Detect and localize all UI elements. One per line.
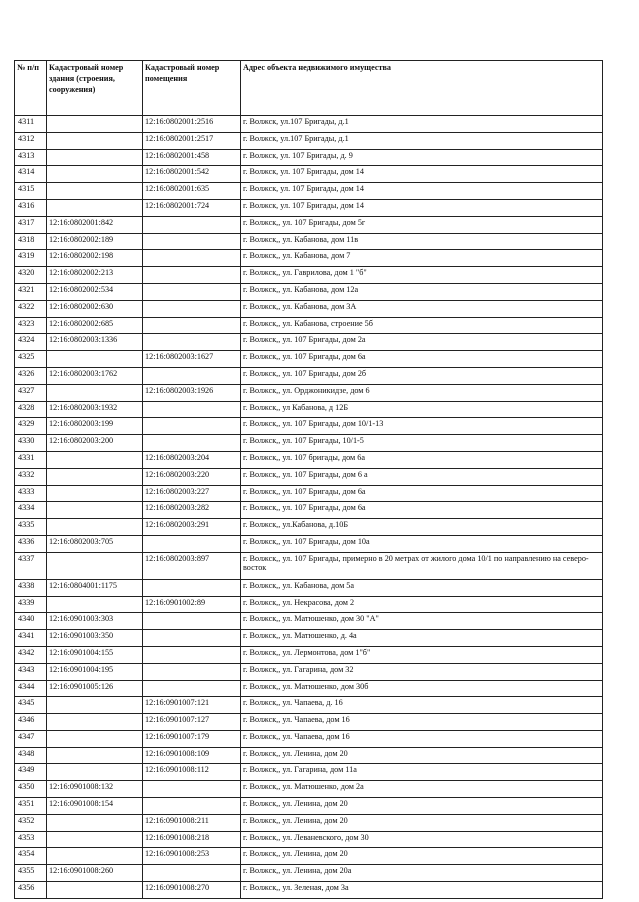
address-cell: г. Волжск,, ул. 107 Бригады, дом 10/1-13 bbox=[241, 418, 603, 435]
address-cell: г. Волжск,, ул. Ленина, дом 20 bbox=[241, 798, 603, 815]
table-row bbox=[15, 267, 603, 284]
row-number: 4354 bbox=[15, 848, 47, 865]
building-cadastral-cell bbox=[47, 764, 143, 781]
table-row bbox=[15, 351, 603, 368]
row-number: 4340 bbox=[15, 613, 47, 630]
address-cell: г. Волжск,, ул. Гаврилова, дом 1 "б" bbox=[241, 267, 603, 284]
row-number: 4330 bbox=[15, 435, 47, 452]
table-row bbox=[15, 535, 603, 552]
table-header bbox=[15, 61, 603, 116]
address-cell: г. Волжск,, ул. 107 Бригады, дом 6а bbox=[241, 502, 603, 519]
row-number: 4337 bbox=[15, 552, 47, 579]
premises-cadastral-cell bbox=[143, 798, 241, 815]
building-cadastral-cell: 12:16:0802003:200 bbox=[47, 435, 143, 452]
premises-cadastral-cell: 12:16:0802001:542 bbox=[143, 166, 241, 183]
building-cadastral-cell: 12:16:0802002:213 bbox=[47, 267, 143, 284]
building-cadastral-cell: 12:16:0901003:350 bbox=[47, 630, 143, 647]
row-number: 4327 bbox=[15, 384, 47, 401]
row-number: 4318 bbox=[15, 233, 47, 250]
building-cadastral-cell: 12:16:0802003:1336 bbox=[47, 334, 143, 351]
building-cadastral-cell bbox=[47, 714, 143, 731]
premises-cadastral-cell: 12:16:0802003:1926 bbox=[143, 384, 241, 401]
building-cadastral-cell: 12:16:0802003:1932 bbox=[47, 401, 143, 418]
building-cadastral-cell: 12:16:0802001:842 bbox=[47, 216, 143, 233]
premises-cadastral-cell bbox=[143, 401, 241, 418]
row-number: 4353 bbox=[15, 831, 47, 848]
table-row bbox=[15, 596, 603, 613]
table-row bbox=[15, 730, 603, 747]
premises-cadastral-cell bbox=[143, 334, 241, 351]
row-number: 4331 bbox=[15, 451, 47, 468]
premises-cadastral-cell: 12:16:0802003:897 bbox=[143, 552, 241, 579]
premises-cadastral-cell bbox=[143, 613, 241, 630]
row-number: 4319 bbox=[15, 250, 47, 267]
premises-cadastral-cell bbox=[143, 367, 241, 384]
row-number: 4325 bbox=[15, 351, 47, 368]
building-cadastral-cell bbox=[47, 351, 143, 368]
address-cell: г. Волжск,, ул. 107 Бригады, дом 6 а bbox=[241, 468, 603, 485]
premises-cadastral-cell: 12:16:0802001:635 bbox=[143, 183, 241, 200]
building-cadastral-cell: 12:16:0901004:195 bbox=[47, 663, 143, 680]
address-cell: г. Волжск,, ул Кабанова, д 12Б bbox=[241, 401, 603, 418]
table-row bbox=[15, 579, 603, 596]
address-cell: г. Волжск,, ул. Кабанова, дом 5а bbox=[241, 579, 603, 596]
premises-cadastral-cell bbox=[143, 579, 241, 596]
address-cell: г. Волжск,, ул. Матюшенко, дом 30 "А" bbox=[241, 613, 603, 630]
address-cell: г. Волжск,, ул. Кабанова, строение 5б bbox=[241, 317, 603, 334]
building-cadastral-cell bbox=[47, 831, 143, 848]
building-cadastral-cell bbox=[47, 116, 143, 133]
header-num: № п/п bbox=[15, 61, 47, 116]
row-number: 4346 bbox=[15, 714, 47, 731]
address-cell: г. Волжск,, ул. Матюшенко, дом 2а bbox=[241, 781, 603, 798]
address-cell: г. Волжск, ул. 107 Бригады, д. 9 bbox=[241, 149, 603, 166]
address-cell: г. Волжск,, ул. Гагарина, дом 32 bbox=[241, 663, 603, 680]
address-cell: г. Волжск, ул.107 Бригады, д.1 bbox=[241, 132, 603, 149]
table-row bbox=[15, 798, 603, 815]
address-cell: г. Волжск,, ул. 107 Бригады, дом 10а bbox=[241, 535, 603, 552]
building-cadastral-cell: 12:16:0901004:155 bbox=[47, 646, 143, 663]
table-row bbox=[15, 680, 603, 697]
row-number: 4312 bbox=[15, 132, 47, 149]
table-row bbox=[15, 183, 603, 200]
table-row bbox=[15, 613, 603, 630]
building-cadastral-cell bbox=[47, 552, 143, 579]
row-number: 4328 bbox=[15, 401, 47, 418]
address-cell: г. Волжск,, ул. Лермонтова, дом 1"б" bbox=[241, 646, 603, 663]
row-number: 4333 bbox=[15, 485, 47, 502]
building-cadastral-cell bbox=[47, 882, 143, 899]
address-cell: г. Волжск,, ул. Кабанова, дом 7 bbox=[241, 250, 603, 267]
row-number: 4347 bbox=[15, 730, 47, 747]
building-cadastral-cell: 12:16:0802002:189 bbox=[47, 233, 143, 250]
table-row bbox=[15, 714, 603, 731]
address-cell: г. Волжск,, ул. Ленина, дом 20а bbox=[241, 865, 603, 882]
row-number: 4332 bbox=[15, 468, 47, 485]
premises-cadastral-cell bbox=[143, 250, 241, 267]
premises-cadastral-cell bbox=[143, 216, 241, 233]
building-cadastral-cell: 12:16:0802003:705 bbox=[47, 535, 143, 552]
address-cell: г. Волжск, ул. 107 Бригады, дом 14 bbox=[241, 166, 603, 183]
building-cadastral-cell: 12:16:0901008:154 bbox=[47, 798, 143, 815]
premises-cadastral-cell: 12:16:0802003:291 bbox=[143, 519, 241, 536]
building-cadastral-cell: 12:16:0901008:132 bbox=[47, 781, 143, 798]
table-row bbox=[15, 468, 603, 485]
premises-cadastral-cell: 12:16:0802001:724 bbox=[143, 199, 241, 216]
building-cadastral-cell bbox=[47, 502, 143, 519]
building-cadastral-cell: 12:16:0802002:685 bbox=[47, 317, 143, 334]
row-number: 4349 bbox=[15, 764, 47, 781]
row-number: 4321 bbox=[15, 283, 47, 300]
address-cell: г. Волжск,, ул. 107 Бригады, дом 6а bbox=[241, 351, 603, 368]
building-cadastral-cell: 12:16:0901008:260 bbox=[47, 865, 143, 882]
address-cell: г. Волжск,, ул. 107 Бригады, примерно в 20 метрах от жилого дома 10/1 по направлению на северо-восток bbox=[241, 552, 603, 579]
row-number: 4352 bbox=[15, 814, 47, 831]
table-row bbox=[15, 646, 603, 663]
row-number: 4344 bbox=[15, 680, 47, 697]
address-cell: г. Волжск, ул. 107 Бригады, дом 14 bbox=[241, 183, 603, 200]
premises-cadastral-cell: 12:16:0901008:211 bbox=[143, 814, 241, 831]
table-row bbox=[15, 519, 603, 536]
address-cell: г. Волжск,, ул. Ленина, дом 20 bbox=[241, 814, 603, 831]
premises-cadastral-cell bbox=[143, 300, 241, 317]
row-number: 4341 bbox=[15, 630, 47, 647]
table-row bbox=[15, 781, 603, 798]
row-number: 4336 bbox=[15, 535, 47, 552]
premises-cadastral-cell: 12:16:0802001:2517 bbox=[143, 132, 241, 149]
address-cell: г. Волжск,, ул. 107 Бригады, дом 6а bbox=[241, 485, 603, 502]
building-cadastral-cell bbox=[47, 199, 143, 216]
premises-cadastral-cell: 12:16:0802003:282 bbox=[143, 502, 241, 519]
address-cell: г. Волжск,, ул. Ленина, дом 20 bbox=[241, 848, 603, 865]
premises-cadastral-cell: 12:16:0901008:109 bbox=[143, 747, 241, 764]
building-cadastral-cell bbox=[47, 697, 143, 714]
building-cadastral-cell bbox=[47, 814, 143, 831]
table-row bbox=[15, 149, 603, 166]
address-cell: г. Волжск,, ул. Орджоникидзе, дом 6 bbox=[241, 384, 603, 401]
address-cell: г. Волжск,, ул. Некрасова, дом 2 bbox=[241, 596, 603, 613]
premises-cadastral-cell bbox=[143, 680, 241, 697]
address-cell: г. Волжск,, ул. Чапаева, дом 16 bbox=[241, 730, 603, 747]
table-row bbox=[15, 199, 603, 216]
header-row bbox=[15, 61, 603, 116]
building-cadastral-cell bbox=[47, 485, 143, 502]
building-cadastral-cell bbox=[47, 183, 143, 200]
premises-cadastral-cell: 12:16:0802003:227 bbox=[143, 485, 241, 502]
address-cell: г. Волжск,, ул. Чапаева, д. 16 bbox=[241, 697, 603, 714]
building-cadastral-cell bbox=[47, 149, 143, 166]
table-row bbox=[15, 451, 603, 468]
table-row bbox=[15, 848, 603, 865]
table-row bbox=[15, 116, 603, 133]
address-cell: г. Волжск, ул.107 Бригады, д.1 bbox=[241, 116, 603, 133]
table-row bbox=[15, 216, 603, 233]
building-cadastral-cell: 12:16:0802002:630 bbox=[47, 300, 143, 317]
address-cell: г. Волжск, ул. 107 Бригады, дом 14 bbox=[241, 199, 603, 216]
table-row bbox=[15, 663, 603, 680]
row-number: 4350 bbox=[15, 781, 47, 798]
row-number: 4326 bbox=[15, 367, 47, 384]
table-body bbox=[15, 116, 603, 899]
row-number: 4323 bbox=[15, 317, 47, 334]
row-number: 4335 bbox=[15, 519, 47, 536]
address-cell: г. Волжск,, ул. 107 бригады, дом 6а bbox=[241, 451, 603, 468]
premises-cadastral-cell: 12:16:0802001:2516 bbox=[143, 116, 241, 133]
row-number: 4334 bbox=[15, 502, 47, 519]
address-cell: г. Волжск,, ул. 107 Бригады, 10/1-5 bbox=[241, 435, 603, 452]
row-number: 4342 bbox=[15, 646, 47, 663]
table-row bbox=[15, 283, 603, 300]
row-number: 4317 bbox=[15, 216, 47, 233]
table-row bbox=[15, 630, 603, 647]
address-cell: г. Волжск,, ул.Кабанова, д.10Б bbox=[241, 519, 603, 536]
building-cadastral-cell: 12:16:0802002:534 bbox=[47, 283, 143, 300]
building-cadastral-cell: 12:16:0802002:198 bbox=[47, 250, 143, 267]
table-row bbox=[15, 300, 603, 317]
premises-cadastral-cell: 12:16:0901007:127 bbox=[143, 714, 241, 731]
row-number: 4348 bbox=[15, 747, 47, 764]
row-number: 4338 bbox=[15, 579, 47, 596]
table-row bbox=[15, 882, 603, 899]
row-number: 4345 bbox=[15, 697, 47, 714]
row-number: 4339 bbox=[15, 596, 47, 613]
address-cell: г. Волжск,, ул. Кабанова, дом 11в bbox=[241, 233, 603, 250]
table-row bbox=[15, 831, 603, 848]
table-row bbox=[15, 384, 603, 401]
row-number: 4316 bbox=[15, 199, 47, 216]
row-number: 4320 bbox=[15, 267, 47, 284]
table-row bbox=[15, 418, 603, 435]
address-cell: г. Волжск,, ул. Кабанова, дом 3А bbox=[241, 300, 603, 317]
table-row bbox=[15, 814, 603, 831]
table-row bbox=[15, 233, 603, 250]
premises-cadastral-cell bbox=[143, 781, 241, 798]
building-cadastral-cell bbox=[47, 730, 143, 747]
premises-cadastral-cell: 12:16:0901008:218 bbox=[143, 831, 241, 848]
premises-cadastral-cell: 12:16:0802003:204 bbox=[143, 451, 241, 468]
address-cell: г. Волжск,, ул. 107 Бригады, дом 5г bbox=[241, 216, 603, 233]
row-number: 4329 bbox=[15, 418, 47, 435]
address-cell: г. Волжск,, ул. Матюшенко, д. 4а bbox=[241, 630, 603, 647]
premises-cadastral-cell bbox=[143, 646, 241, 663]
building-cadastral-cell bbox=[47, 848, 143, 865]
header-building-cadastral: Кадастровый номер здания (строения, сооружения) bbox=[47, 61, 143, 116]
address-cell: г. Волжск,, ул. Ленина, дом 20 bbox=[241, 747, 603, 764]
address-cell: г. Волжск,, ул. 107 Бригады, дом 2а bbox=[241, 334, 603, 351]
table-row bbox=[15, 552, 603, 579]
premises-cadastral-cell bbox=[143, 267, 241, 284]
row-number: 4324 bbox=[15, 334, 47, 351]
document-page bbox=[14, 60, 603, 899]
building-cadastral-cell bbox=[47, 596, 143, 613]
premises-cadastral-cell bbox=[143, 663, 241, 680]
premises-cadastral-cell bbox=[143, 865, 241, 882]
premises-cadastral-cell bbox=[143, 435, 241, 452]
address-cell: г. Волжск,, ул. Матюшенко, дом 30б bbox=[241, 680, 603, 697]
address-cell: г. Волжск,, ул. 107 Бригады, дом 2б bbox=[241, 367, 603, 384]
address-cell: г. Волжск,, ул. Леваневского, дом 30 bbox=[241, 831, 603, 848]
premises-cadastral-cell bbox=[143, 630, 241, 647]
premises-cadastral-cell bbox=[143, 535, 241, 552]
premises-cadastral-cell: 12:16:0802001:458 bbox=[143, 149, 241, 166]
row-number: 4314 bbox=[15, 166, 47, 183]
property-table bbox=[14, 60, 603, 899]
premises-cadastral-cell: 12:16:0901008:253 bbox=[143, 848, 241, 865]
premises-cadastral-cell: 12:16:0901002:89 bbox=[143, 596, 241, 613]
premises-cadastral-cell: 12:16:0901008:270 bbox=[143, 882, 241, 899]
row-number: 4322 bbox=[15, 300, 47, 317]
premises-cadastral-cell bbox=[143, 283, 241, 300]
table-row bbox=[15, 764, 603, 781]
row-number: 4351 bbox=[15, 798, 47, 815]
table-row bbox=[15, 317, 603, 334]
building-cadastral-cell bbox=[47, 132, 143, 149]
address-cell: г. Волжск,, ул. Зеленая, дом 3а bbox=[241, 882, 603, 899]
address-cell: г. Волжск,, ул. Чапаева, дом 16 bbox=[241, 714, 603, 731]
premises-cadastral-cell: 12:16:0901007:179 bbox=[143, 730, 241, 747]
table-row bbox=[15, 367, 603, 384]
table-row bbox=[15, 132, 603, 149]
premises-cadastral-cell bbox=[143, 317, 241, 334]
address-cell: г. Волжск,, ул. Гагарина, дом 11а bbox=[241, 764, 603, 781]
row-number: 4311 bbox=[15, 116, 47, 133]
building-cadastral-cell bbox=[47, 451, 143, 468]
table-row bbox=[15, 250, 603, 267]
building-cadastral-cell bbox=[47, 519, 143, 536]
building-cadastral-cell: 12:16:0901005:126 bbox=[47, 680, 143, 697]
premises-cadastral-cell: 12:16:0802003:1627 bbox=[143, 351, 241, 368]
premises-cadastral-cell bbox=[143, 233, 241, 250]
building-cadastral-cell bbox=[47, 747, 143, 764]
row-number: 4356 bbox=[15, 882, 47, 899]
row-number: 4355 bbox=[15, 865, 47, 882]
building-cadastral-cell bbox=[47, 166, 143, 183]
table-row bbox=[15, 334, 603, 351]
premises-cadastral-cell bbox=[143, 418, 241, 435]
table-row bbox=[15, 435, 603, 452]
table-row bbox=[15, 485, 603, 502]
row-number: 4343 bbox=[15, 663, 47, 680]
row-number: 4313 bbox=[15, 149, 47, 166]
table-row bbox=[15, 166, 603, 183]
header-premises-cadastral: Кадастровый номер помещения bbox=[143, 61, 241, 116]
row-number: 4315 bbox=[15, 183, 47, 200]
address-cell: г. Волжск,, ул. Кабанова, дом 12а bbox=[241, 283, 603, 300]
building-cadastral-cell bbox=[47, 384, 143, 401]
table-row bbox=[15, 401, 603, 418]
building-cadastral-cell: 12:16:0802003:1762 bbox=[47, 367, 143, 384]
table-row bbox=[15, 747, 603, 764]
building-cadastral-cell: 12:16:0901003:303 bbox=[47, 613, 143, 630]
building-cadastral-cell: 12:16:0802003:199 bbox=[47, 418, 143, 435]
table-row bbox=[15, 865, 603, 882]
premises-cadastral-cell: 12:16:0901007:121 bbox=[143, 697, 241, 714]
header-address: Адрес объекта недвижимого имущества bbox=[241, 61, 603, 116]
table-row bbox=[15, 502, 603, 519]
premises-cadastral-cell: 12:16:0802003:220 bbox=[143, 468, 241, 485]
building-cadastral-cell bbox=[47, 468, 143, 485]
premises-cadastral-cell: 12:16:0901008:112 bbox=[143, 764, 241, 781]
building-cadastral-cell: 12:16:0804001:1175 bbox=[47, 579, 143, 596]
table-row bbox=[15, 697, 603, 714]
